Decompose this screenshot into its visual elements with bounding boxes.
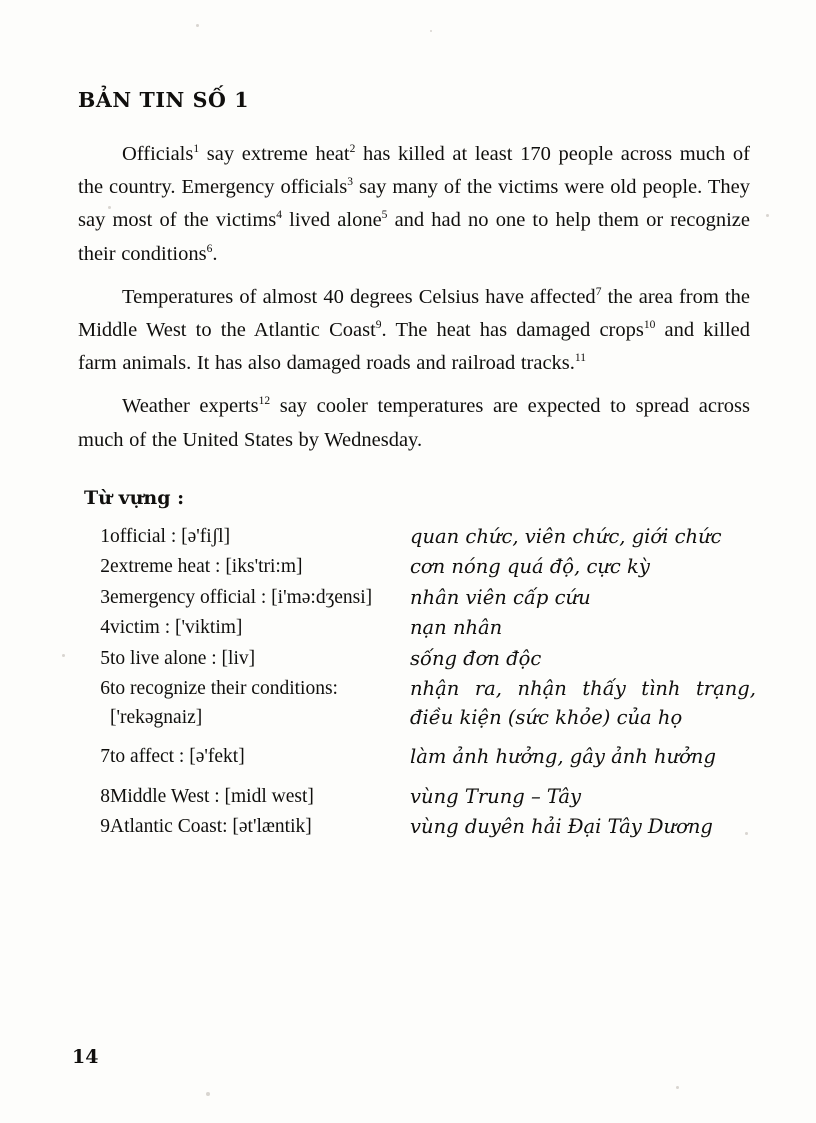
vocabulary-term: Atlantic Coast: [ət'læntik] [110, 816, 312, 838]
scan-speck [766, 214, 769, 217]
footnote-marker: 1 [193, 143, 200, 156]
vocabulary-term: to live alone : [liv] [110, 647, 256, 669]
scan-speck [206, 1092, 210, 1096]
vocabulary-term: to affect : [ə'fekt] [110, 746, 245, 768]
body-paragraph [78, 138, 750, 271]
body-paragraph [78, 390, 750, 456]
vocabulary-gloss: nạn nhân [410, 616, 503, 640]
vocabulary-row [84, 774, 756, 813]
article-body [78, 138, 750, 457]
body-paragraph [78, 281, 750, 381]
vocabulary-row [84, 614, 756, 644]
scan-speck [430, 30, 432, 32]
vocabulary-row [84, 734, 756, 773]
paragraph-text: the area from the Middle West to the Atlantic Coast [78, 285, 751, 342]
vocabulary-row [84, 523, 756, 553]
vocabulary-gloss: sống đơn độc [410, 646, 542, 670]
paragraph-text: say cooler temperatures are expected to spread across much of the United States by Wednesday. [78, 395, 750, 451]
footnote-marker: 6 [206, 242, 213, 255]
footnote-marker: 4 [276, 209, 282, 222]
vocabulary-term: extreme heat : [iks'tri:m] [110, 556, 303, 578]
vocabulary-row [84, 645, 756, 675]
paragraph-text: . [212, 242, 218, 265]
scan-speck [676, 1086, 679, 1089]
footnote-marker: 9 [375, 319, 382, 332]
paragraph-text: and had no one to help them or recognize their conditions [78, 209, 750, 265]
vocabulary-number: 8 [100, 785, 110, 807]
paragraph-text: say extreme heat [199, 143, 350, 165]
vocabulary-row [84, 584, 756, 614]
vocabulary-term: official : [ə'fiʃl] [110, 525, 231, 547]
vocabulary-row [84, 675, 756, 734]
vocabulary-gloss: cơn nóng quá độ, cực kỳ [410, 555, 650, 579]
vocabulary-term: victim : ['viktim] [110, 617, 243, 639]
vocabulary-term: Middle West : [midl west] [110, 785, 314, 807]
paragraph-text: Weather experts [122, 395, 259, 418]
vocabulary-number: 6 [100, 678, 110, 700]
paragraph-text: . The heat has damaged crops [381, 319, 644, 342]
footnote-marker: 3 [347, 176, 354, 189]
vocabulary-gloss: vùng Trung – Tây [410, 784, 582, 808]
page-number: 14 [72, 1046, 99, 1068]
vocabulary-gloss: nhân viên cấp cứu [410, 585, 591, 609]
vocabulary-number: 3 [100, 586, 110, 608]
vocabulary-number: 2 [100, 556, 110, 578]
scan-speck [196, 24, 199, 27]
vocabulary-term: emergency official : [i'mə:dʒensi] [110, 586, 373, 608]
footnote-marker: 10 [643, 319, 656, 332]
vocabulary-number: 5 [100, 647, 110, 669]
paragraph-text: has killed at least 170 people across much of the country. Emergency officials [78, 143, 751, 199]
vocabulary-table [84, 523, 756, 844]
paragraph-text: Temperatures of almost 40 degrees Celsius have affected [122, 285, 596, 308]
paragraph-text: and killed farm animals. It has also damaged roads and railroad tracks. [78, 319, 750, 375]
footnote-marker: 5 [381, 209, 388, 222]
paragraph-text: lived alone [282, 209, 382, 232]
vocabulary-number: 7 [100, 746, 110, 768]
vocabulary-term: to recognize their conditions: ['rekəgnaiz] [110, 678, 338, 728]
footnote-marker: 12 [258, 395, 271, 408]
vocabulary-gloss: quan chức, viên chức, giới chức [410, 524, 722, 548]
vocabulary-gloss: nhận ra, nhận thấy tình trạng, điều kiện (sức khỏe) của họ [410, 677, 756, 729]
vocabulary-number: 1 [100, 525, 110, 547]
vocabulary-gloss: làm ảnh hưởng, gây ảnh hưởng [410, 745, 716, 769]
footnote-marker: 7 [595, 285, 602, 298]
footnote-marker: 2 [349, 143, 356, 156]
scan-speck [62, 654, 65, 657]
document-content [78, 88, 756, 844]
footnote-marker: 11 [574, 352, 586, 365]
vocabulary-gloss: vùng duyên hải Đại Tây Dương [410, 815, 713, 839]
paragraph-text: say many of the victims were old people. They say most of the victims [78, 176, 750, 232]
paragraph-text: Officials [122, 143, 194, 165]
vocabulary-row [84, 553, 756, 583]
vocabulary-number: 9 [100, 816, 110, 838]
page-title: BẢN TIN SỐ 1 [78, 88, 250, 112]
vocabulary-row [84, 813, 756, 843]
vocabulary-heading: Từ vựng : [84, 486, 185, 509]
vocabulary-number: 4 [100, 617, 110, 639]
